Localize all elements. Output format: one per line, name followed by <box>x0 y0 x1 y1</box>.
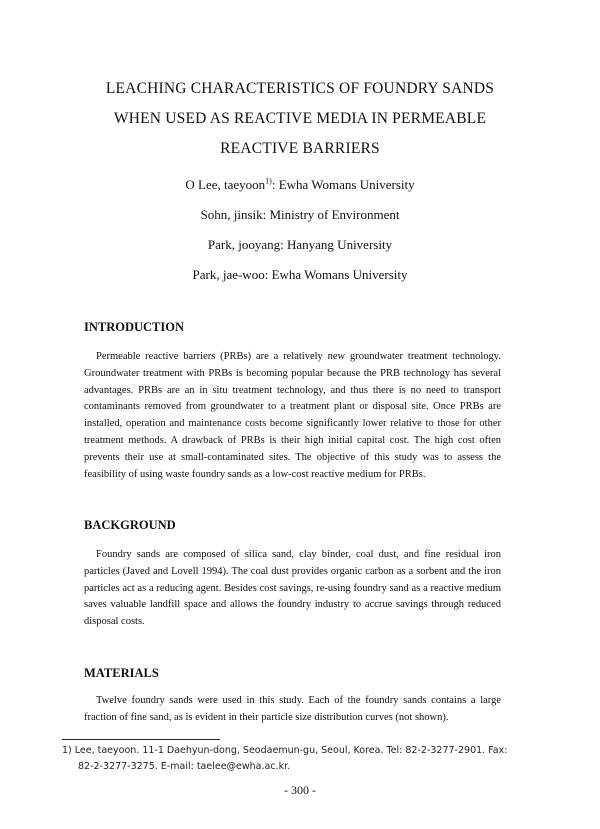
author-affiliation: : Ministry of Environment <box>262 207 400 222</box>
title-line: WHEN USED AS REACTIVE MEDIA IN PERMEABLE <box>113 110 487 127</box>
footnote <box>62 743 542 774</box>
title-line: LEACHING CHARACTERISTICS OF FOUNDRY SANDS <box>105 80 495 97</box>
author-name: Park, jooyang <box>207 237 281 252</box>
title-line: REACTIVE BARRIERS <box>220 140 380 157</box>
footnote-mark: 1) <box>265 176 272 186</box>
footnote-line: 82-2-3277-3275. E-mail: taelee@ewha.ac.kr. <box>78 760 291 772</box>
section-heading-introduction: INTRODUCTION <box>84 320 185 334</box>
author-name: O Lee, taeyoon <box>185 177 266 192</box>
section-heading-background: BACKGROUND <box>84 518 176 532</box>
author-entry <box>60 233 540 263</box>
background-paragraph: Foundry sands are composed of silica sand, clay binder, coal dust, and fine residual iron particles (Javed and Lovell 1994). The coal dust provides organic carbon as a sorbent and the iron particles act as a reducing agent. Besides cost savings, re-using foundry sand as a reactive medium saves valuable landfill space and allows the foundry industry to accrue savings through reduced disposal costs. <box>84 549 501 628</box>
author-list <box>60 173 540 293</box>
materials-paragraph: Twelve foundry sands were used in this study. Each of the foundry sands contains a large fraction of fine sand, as is evident in their particle size distribution curves (not shown). <box>84 695 501 723</box>
footnote-divider <box>62 739 220 740</box>
author-name: Park, jae-woo <box>192 267 265 282</box>
section-heading-materials: MATERIALS <box>84 666 159 680</box>
author-affiliation: : Ewha Womans University <box>271 177 415 192</box>
author-affiliation: : Ewha Womans University <box>264 267 408 282</box>
author-entry <box>60 203 540 233</box>
author-entry <box>60 173 540 203</box>
author-name: Sohn, jinsik <box>200 207 263 222</box>
author-entry <box>60 263 540 293</box>
paper-title <box>60 74 540 164</box>
introduction-paragraph: Permeable reactive barriers (PRBs) are a relatively new groundwater treatment technology. Groundwater treatment with PRBs is becoming popular because the PRB technology has several advantages. PRBs are an in situ treatment technology, and thus there is no need to transport contaminants removed from groundwater to a treatment plant or disposal site. Once PRBs are installed, operation and maintenance costs become significantly lower relative to those for other treatment methods. A drawback of PRBs is their high initial capital cost. The high cost often prevents their use at small-contaminated sites. The objective of this study was to assess the feasibility of using waste foundry sands as a low-cost reactive medium for PRBs. <box>84 351 501 480</box>
author-affiliation: : Hanyang University <box>280 237 393 252</box>
footnote-line: 1) Lee, taeyoon. 11-1 Daehyun-dong, Seodaemun-gu, Seoul, Korea. Tel: 82-2-3277-2901. Fax: <box>62 745 508 756</box>
page-number: - 300 - <box>284 783 316 797</box>
